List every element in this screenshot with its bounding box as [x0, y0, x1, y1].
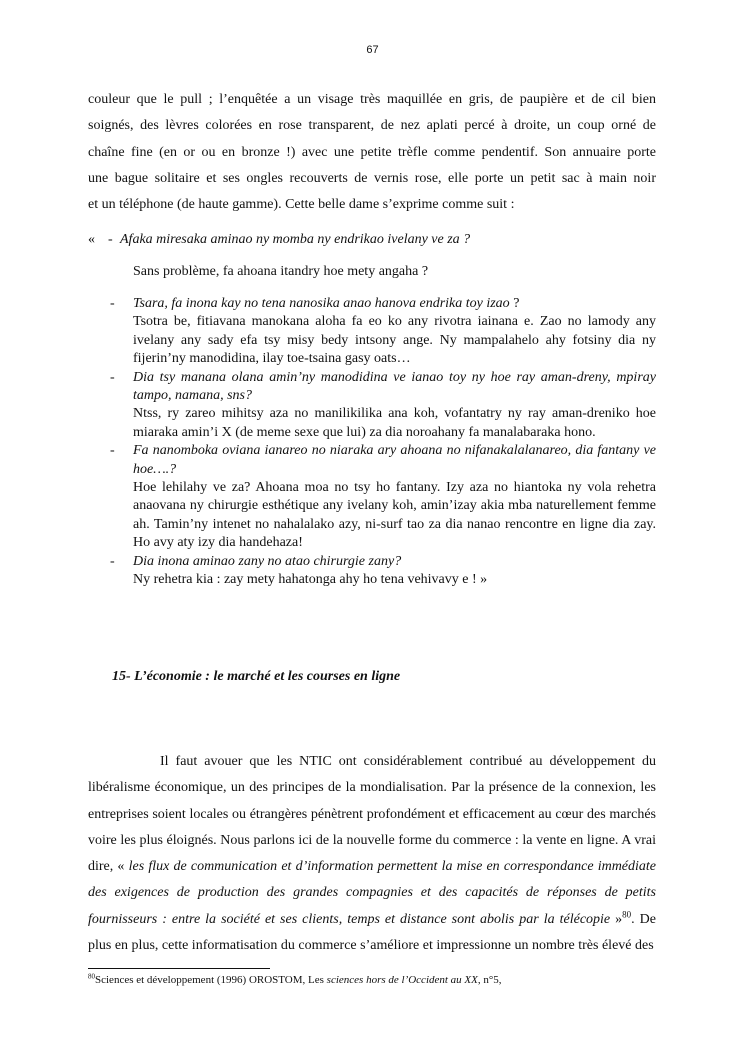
- paragraph-line: et un téléphone (de haute gamme). Cette belle dame s’exprime comme suit :: [88, 197, 515, 213]
- answer-text: Ntss, ry zareo mihitsy aza no manilikilika ana koh, vofantatry ny ray aman-dreniko hoe miaraka amin’i X (de meme sexe que lui) za dia noroahany fa manalabaraka hono.: [133, 406, 656, 440]
- paragraph-line: chaîne fine (en or ou en bronze !) avec une petite trèfle comme pendentif. Son annuaire porte: [88, 144, 656, 160]
- paragraph-text: Il faut avouer que les NTIC ont considérablement contribué au développement du libéralisme économique, un des principes de la mondialisation. Par la présence de la connexion, les entreprises soient locales ou étrangères pénètrent profondément et efficacement au cœur des marchés voire les plus éloignés. Nous parlons ici de la nouvelle forme du commerce : la vente en ligne. A vrai dire, «: [88, 754, 656, 875]
- section-heading: 15- L’économie : le marché et les courses en ligne: [112, 669, 401, 684]
- dialogue-list: [88, 295, 656, 590]
- dash-bullet: -: [110, 553, 115, 569]
- question-text: Dia tsy manana olana amin’ny manodidina ve ianao toy ny hoe ray aman-dreny, mpiray tampo, namana, sns?: [133, 369, 656, 404]
- question-text: Dia inona aminao zany no atao chirurgie zany?: [133, 553, 402, 569]
- paragraph-text: . De plus en plus, cette informatisation du commerce s’améliore et impressionne un nombre très élevé des: [88, 911, 657, 954]
- question-line: [133, 295, 656, 313]
- question-text: Fa nanomboka oviana ianareo no niaraka ary ahoana no nifanakalalanareo, dia fantany ve hoe….?: [133, 443, 656, 477]
- footnote-text: , n°5,: [477, 974, 502, 986]
- quoted-text: les flux de communication et d’information permettent la mise en correspondance immédiate des exigences de production des grandes compagnies et des capacités de réponses de petits fournisseurs : entre la société et ses clients, temps et distance sont abolis par la télécopie: [88, 859, 657, 927]
- page-number: 67: [366, 44, 379, 56]
- dialogue-first-question: [88, 231, 656, 249]
- question-text: Tsara, fa inona kay no tena nanosika anao hanova endrika toy izao: [133, 296, 510, 311]
- open-quote: «: [88, 232, 95, 247]
- footnote-title: sciences hors de l’Occident au XX: [326, 974, 478, 986]
- dash-bullet: -: [108, 232, 113, 247]
- paragraph-line: soignés, des lèvres colorées en rose transparent, de nez aplati percé à droite, un coup orné de: [88, 118, 656, 134]
- footnote-reference[interactable]: 80: [622, 909, 632, 920]
- close-quote: »: [610, 911, 623, 927]
- footnote-number: 80: [88, 972, 95, 981]
- dialogue-item: [88, 442, 656, 552]
- dash-bullet: -: [110, 296, 115, 311]
- dialogue-item: [88, 295, 656, 369]
- footnote: [88, 973, 688, 987]
- paragraph-line: couleur que le pull ; l’enquêtée a un visage très maquillée en gris, de paupière et de cil bien: [88, 92, 656, 107]
- answer-text: Hoe lehilahy ve za? Ahoana moa no tsy ho fantany. Izy aza no hiantoka ny vola rehetra anaovana ny chirurgie esthétique any ivelany koh, amin’izay akia mba naturellement femme ah. Tamin’ny intenet no nahalalako azy, ni-surf tao za dia nanao rencontre en ligne dia zay. Ho avy aty izy dia handehaza!: [133, 480, 656, 551]
- answer-text: Ny rehetra kia : zay mety hahatonga ahy ho tena vehivavy e ! »: [133, 572, 488, 588]
- answer-text: Tsotra be, fitiavana manokana aloha fa eo ko any rivotra iainana e. Zao no lamody any ivelany any sady efa tsy misy bedy intsony ange. Ny mampalahelo ahy fotsiny dia ny fijerin’ny manodidina, ilay toe-tsaina gasy oats…: [133, 314, 656, 367]
- paragraph-line: une bague solitaire et ses ongles recouverts de vernis rose, elle porte un petit sac à main noir: [88, 170, 656, 186]
- question-mark: ?: [509, 296, 520, 311]
- dash-bullet: -: [110, 369, 115, 385]
- dialogue-item: [88, 553, 656, 590]
- footnote-text: Sciences et développement (1996) OROSTOM, Les: [95, 974, 327, 986]
- dash-bullet: -: [110, 443, 115, 459]
- dialogue-first-answer: Sans problème, fa ahoana itandry hoe mety angaha ?: [133, 264, 429, 279]
- intro-paragraph: [88, 87, 656, 218]
- body-paragraph: [88, 749, 656, 959]
- footnote-divider: [88, 968, 270, 969]
- dialogue-item: [88, 369, 656, 443]
- question-text: Afaka miresaka aminao ny momba ny endrikao ivelany ve za ?: [120, 232, 471, 247]
